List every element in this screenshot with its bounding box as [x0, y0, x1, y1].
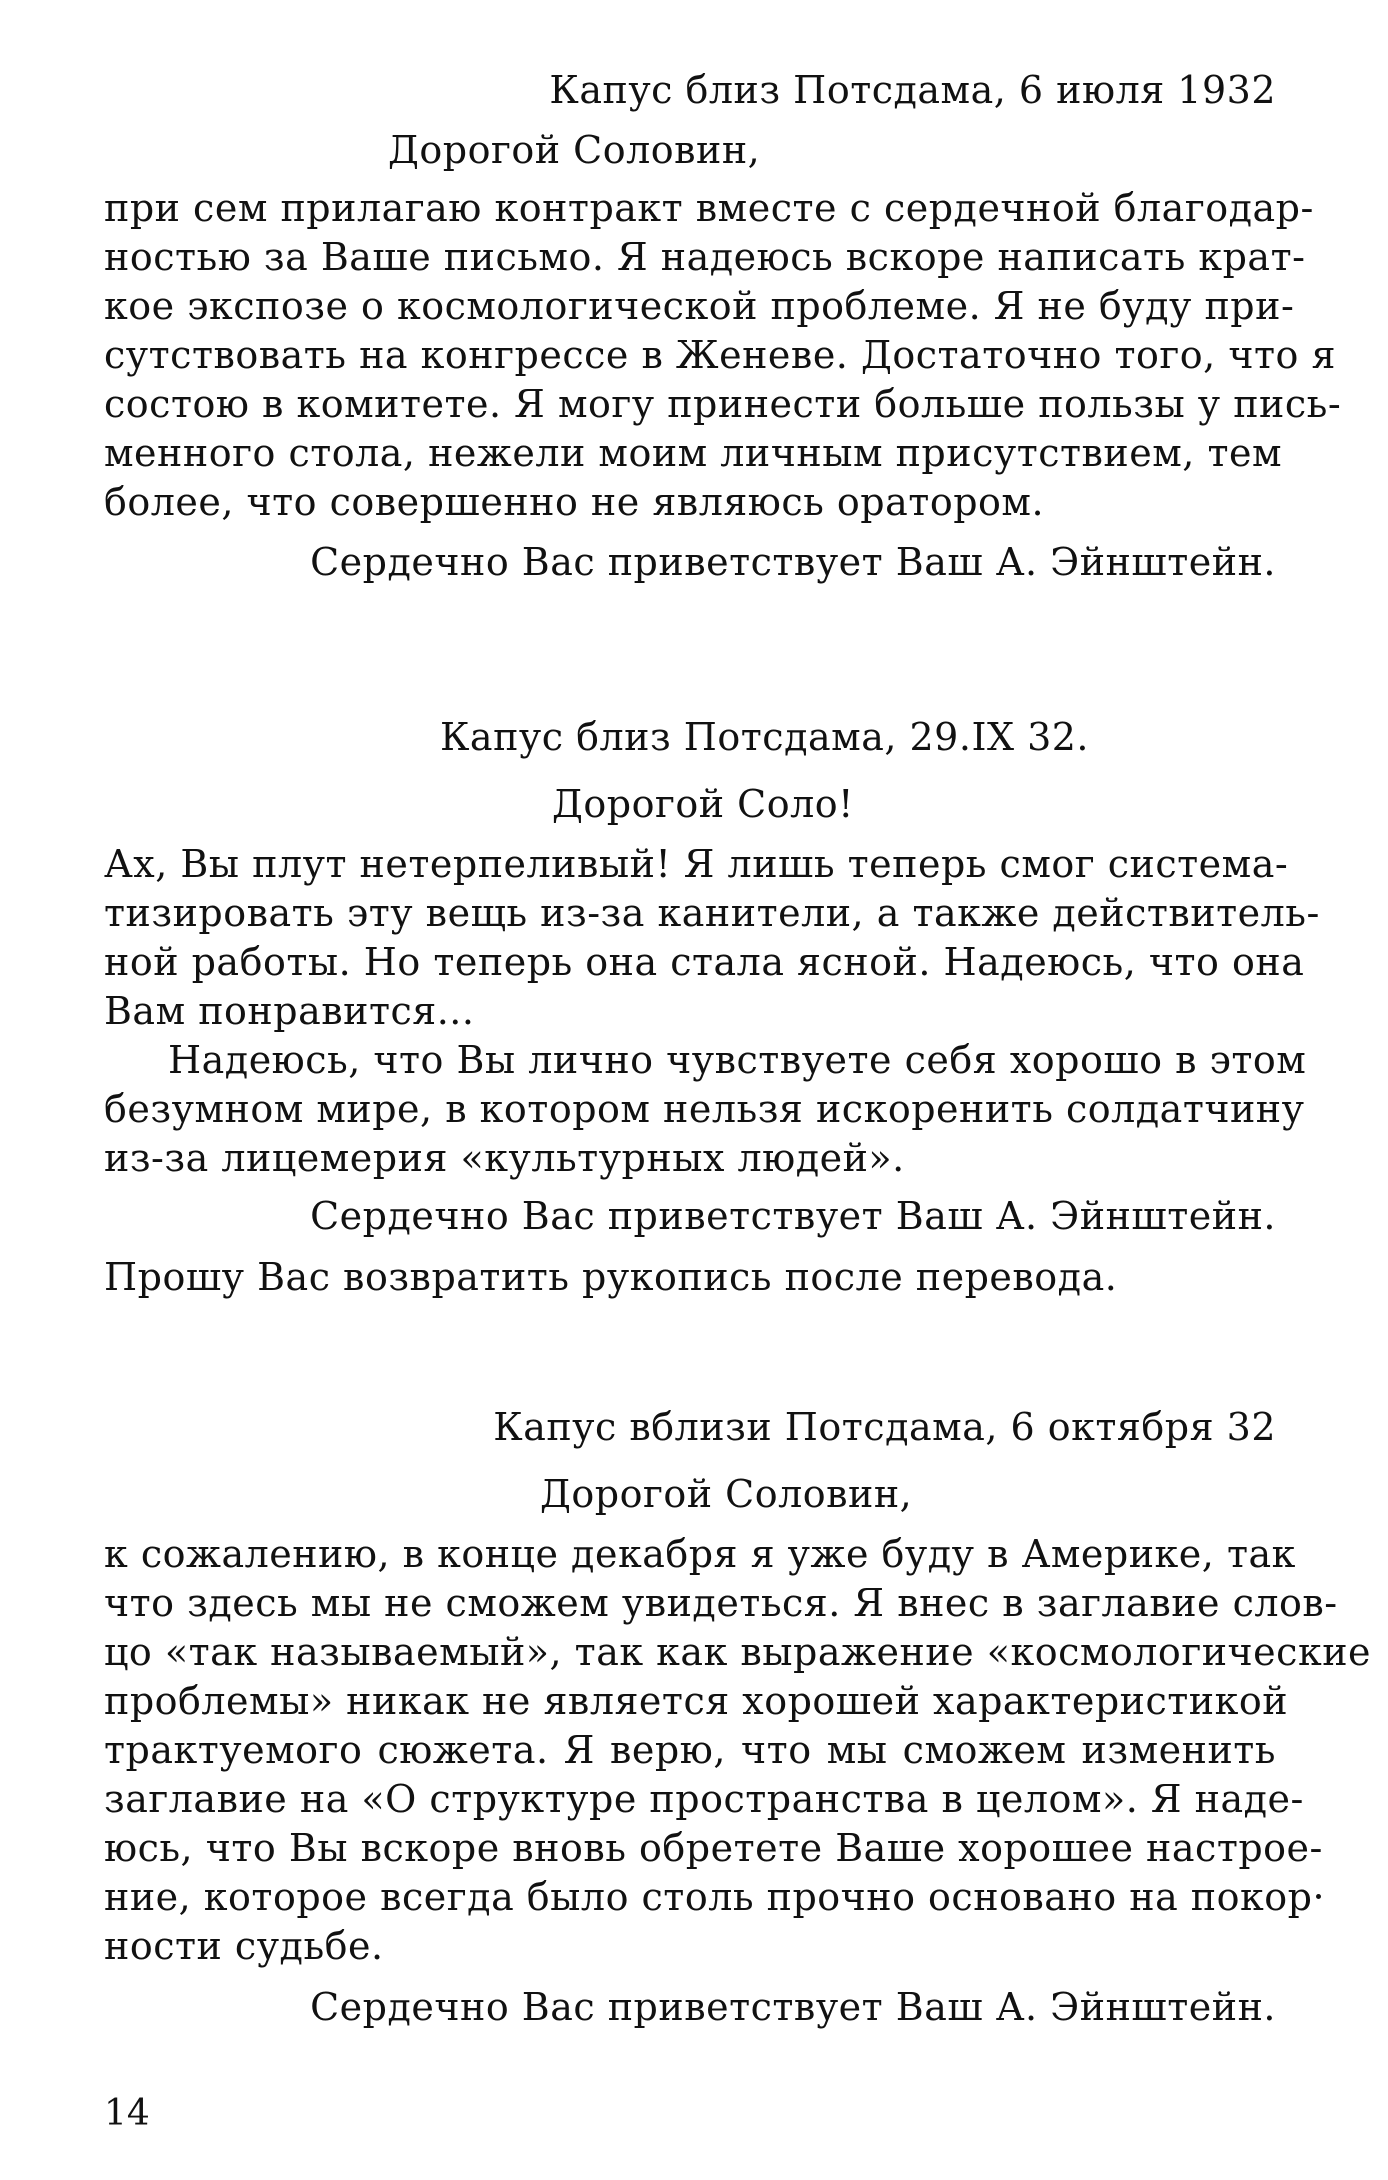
letter-3-line: проблемы» никак не является хорошей характеристикой: [104, 1679, 1289, 1723]
letter-2-closing: Сердечно Вас приветствует Ваш А. Эйнштейн.: [310, 1194, 1276, 1238]
page-number: 14: [104, 2093, 150, 2134]
letter-2-place-date: Капус близ Потсдама, 29.IX 32.: [440, 715, 1090, 759]
letter-2-line: ной работы. Но теперь она стала ясной. Надеюсь, что она: [104, 940, 1305, 984]
letter-3-salutation: Дорогой Соловин,: [540, 1472, 913, 1516]
letter-3-place-date: Капус вблизи Потсдама, 6 октября 32: [493, 1405, 1276, 1449]
letter-2-line: Ах, Вы плут нетерпеливый! Я лишь теперь смог система-: [104, 842, 1289, 886]
letter-3-line: трактуемого сюжета. Я верю, что мы сможем изменить: [104, 1728, 1276, 1772]
letter-1-salutation: Дорогой Соловин,: [388, 128, 761, 172]
letter-1-line: более, что совершенно не являюсь оратором.: [104, 480, 1045, 524]
letter-1-line: кое экспозе о космологической проблеме. Я не буду при-: [104, 284, 1295, 328]
letter-3-line: цо «так называемый», так как выражение «космологические: [104, 1630, 1372, 1674]
letter-1-closing: Сердечно Вас приветствует Ваш А. Эйнштейн.: [310, 540, 1276, 584]
letter-2-line: Вам понравится...: [104, 989, 475, 1033]
letter-2-line: Надеюсь, что Вы лично чувствуете себя хорошо в этом: [168, 1038, 1307, 1082]
letter-3-closing: Сердечно Вас приветствует Ваш А. Эйнштейн.: [310, 1985, 1276, 2029]
letter-2-line: тизировать эту вещь из-за канители, а также действитель-: [104, 891, 1320, 935]
letter-1-line: при сем прилагаю контракт вместе с сердечной благодар-: [104, 186, 1314, 230]
letter-3-line: ние, которое всегда было столь прочно основано на покор·: [104, 1875, 1326, 1919]
letter-3-line: юсь, что Вы вскоре вновь обретете Ваше хорошее настрое-: [104, 1826, 1323, 1870]
letter-2-line: из-за лицемерия «культурных людей».: [104, 1136, 905, 1180]
letter-3-line: к сожалению, в конце декабря я уже буду в Америке, так: [104, 1532, 1296, 1576]
letter-3-line: заглавие на «О структуре пространства в целом». Я наде-: [104, 1777, 1304, 1821]
letter-1-line: состою в комитете. Я могу принести больше пользы у пись-: [104, 382, 1342, 426]
letter-1-line: ностью за Ваше письмо. Я надеюсь вскоре написать крат-: [104, 235, 1306, 279]
letter-1-place-date: Капус близ Потсдама, 6 июля 1932: [549, 68, 1276, 112]
letter-2-postscript: Прошу Вас возвратить рукопись после перевода.: [104, 1255, 1118, 1299]
letter-3-line: ности судьбе.: [104, 1924, 384, 1968]
letter-2-line: безумном мире, в котором нельзя искоренить солдатчину: [104, 1087, 1305, 1131]
letter-2-salutation: Дорогой Соло!: [552, 782, 854, 826]
letter-3-line: что здесь мы не сможем увидеться. Я внес в заглавие слов-: [104, 1581, 1338, 1625]
letter-1-line: сутствовать на конгрессе в Женеве. Достаточно того, что я: [104, 333, 1336, 377]
letter-1-line: менного стола, нежели моим личным присутствием, тем: [104, 431, 1283, 475]
